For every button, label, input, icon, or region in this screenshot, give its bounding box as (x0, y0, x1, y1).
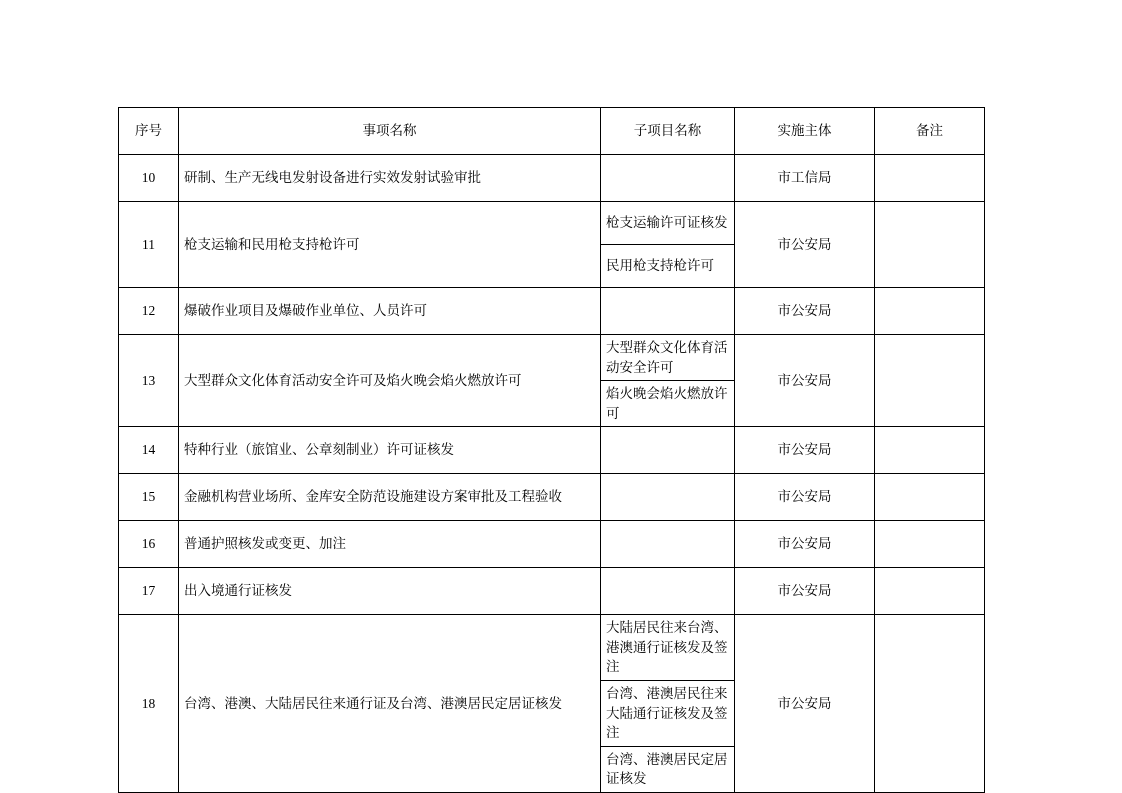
cell-subitem: 台湾、港澳居民往来大陆通行证核发及签注 (601, 680, 735, 746)
cell-name: 金融机构营业场所、金库安全防范设施建设方案审批及工程验收 (179, 474, 601, 521)
cell-subitem (601, 427, 735, 474)
cell-note (875, 335, 985, 427)
cell-name: 普通护照核发或变更、加注 (179, 521, 601, 568)
table-header (119, 108, 985, 155)
cell-subitem (601, 521, 735, 568)
cell-org: 市工信局 (735, 155, 875, 202)
table-row (119, 155, 985, 202)
cell-org: 市公安局 (735, 474, 875, 521)
cell-subitem: 台湾、港澳居民定居证核发 (601, 746, 735, 792)
cell-seq: 14 (119, 427, 179, 474)
cell-subitem: 焰火晚会焰火燃放许可 (601, 381, 735, 427)
cell-name: 研制、生产无线电发射设备进行实效发射试验审批 (179, 155, 601, 202)
header-row (119, 108, 985, 155)
cell-note (875, 155, 985, 202)
cell-note (875, 288, 985, 335)
cell-org: 市公安局 (735, 521, 875, 568)
cell-org: 市公安局 (735, 427, 875, 474)
cell-subitem: 大陆居民往来台湾、港澳通行证核发及签注 (601, 615, 735, 681)
cell-seq: 17 (119, 568, 179, 615)
cell-org: 市公安局 (735, 615, 875, 793)
cell-subitem: 民用枪支持枪许可 (601, 245, 735, 288)
header-note: 备注 (875, 108, 985, 155)
cell-name: 台湾、港澳、大陆居民往来通行证及台湾、港澳居民定居证核发 (179, 615, 601, 793)
header-name: 事项名称 (179, 108, 601, 155)
header-seq: 序号 (119, 108, 179, 155)
cell-name: 大型群众文化体育活动安全许可及焰火晚会焰火燃放许可 (179, 335, 601, 427)
cell-subitem (601, 288, 735, 335)
cell-note (875, 202, 985, 288)
cell-subitem: 大型群众文化体育活动安全许可 (601, 335, 735, 381)
cell-seq: 12 (119, 288, 179, 335)
cell-org: 市公安局 (735, 335, 875, 427)
cell-subitem (601, 474, 735, 521)
cell-org: 市公安局 (735, 568, 875, 615)
cell-org: 市公安局 (735, 202, 875, 288)
cell-note (875, 474, 985, 521)
table-row (119, 202, 985, 245)
table-body (119, 155, 985, 793)
cell-seq: 16 (119, 521, 179, 568)
cell-note (875, 521, 985, 568)
cell-subitem: 枪支运输许可证核发 (601, 202, 735, 245)
cell-name: 特种行业（旅馆业、公章刻制业）许可证核发 (179, 427, 601, 474)
header-org: 实施主体 (735, 108, 875, 155)
table-row (119, 521, 985, 568)
items-table (118, 107, 985, 793)
table-row (119, 615, 985, 681)
table-row (119, 568, 985, 615)
cell-org: 市公安局 (735, 288, 875, 335)
cell-seq: 11 (119, 202, 179, 288)
cell-name: 爆破作业项目及爆破作业单位、人员许可 (179, 288, 601, 335)
cell-note (875, 427, 985, 474)
cell-note (875, 568, 985, 615)
cell-seq: 18 (119, 615, 179, 793)
table-row (119, 335, 985, 381)
table-container (118, 107, 984, 793)
cell-seq: 13 (119, 335, 179, 427)
cell-name: 出入境通行证核发 (179, 568, 601, 615)
cell-seq: 15 (119, 474, 179, 521)
table-row (119, 427, 985, 474)
header-subitem: 子项目名称 (601, 108, 735, 155)
cell-name: 枪支运输和民用枪支持枪许可 (179, 202, 601, 288)
table-row (119, 474, 985, 521)
cell-seq: 10 (119, 155, 179, 202)
cell-note (875, 615, 985, 793)
table-row (119, 288, 985, 335)
cell-subitem (601, 568, 735, 615)
cell-subitem (601, 155, 735, 202)
